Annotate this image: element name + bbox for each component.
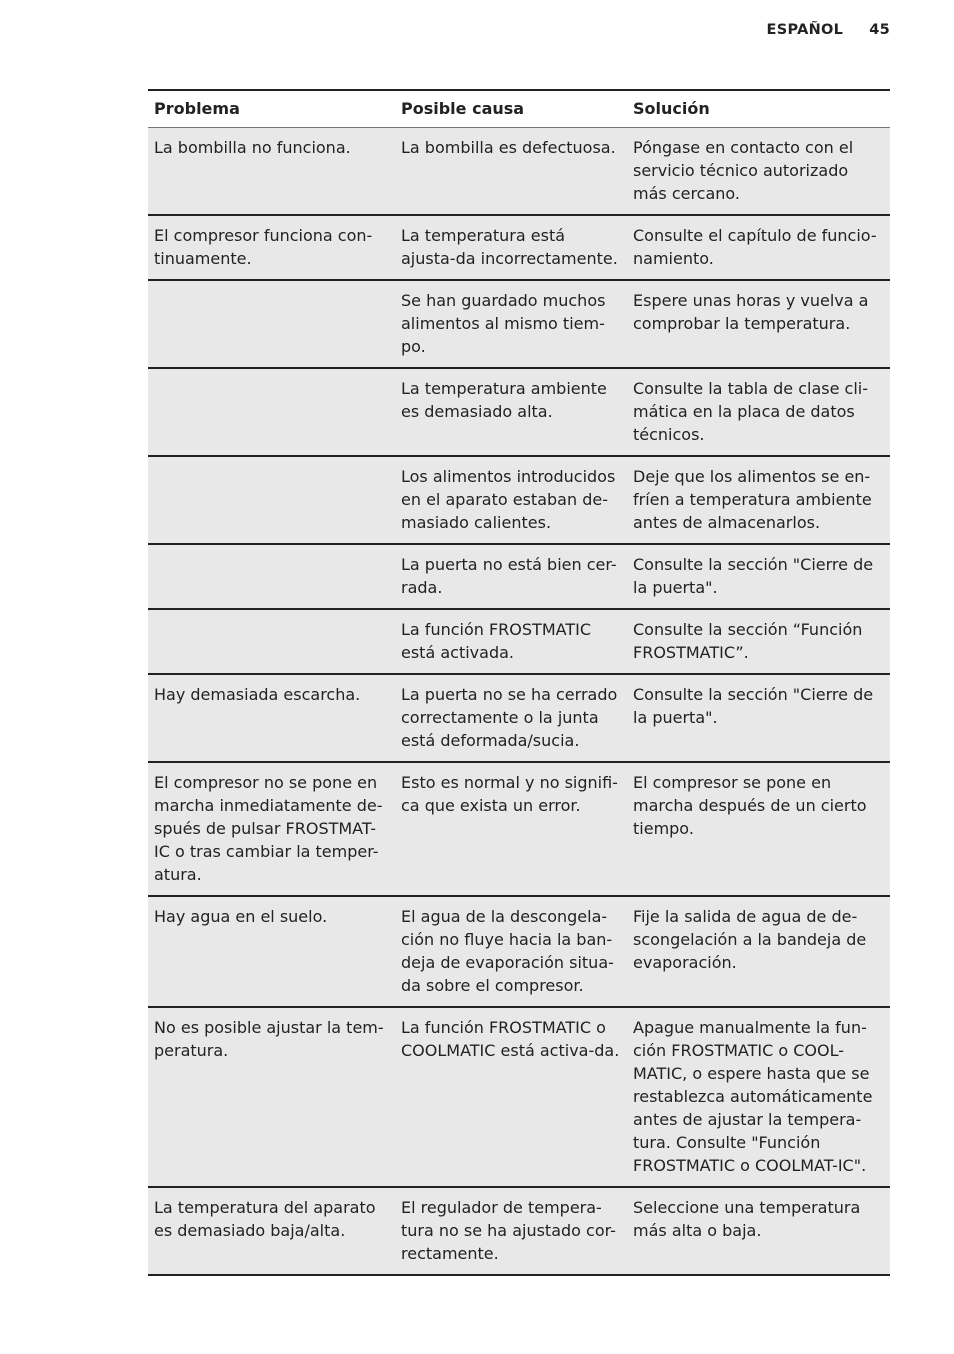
solution-cell: El compresor se pone en marcha después de un cierto tiempo. bbox=[627, 762, 890, 896]
problem-cell: La bombilla no funciona. bbox=[148, 128, 395, 216]
solution-cell: Espere unas horas y vuelva a comprobar la temperatura. bbox=[627, 280, 890, 368]
page-header bbox=[767, 22, 890, 38]
troubleshooting-table bbox=[148, 89, 890, 1276]
problem-cell: El compresor funciona con-tinuamente. bbox=[148, 215, 395, 280]
table-row bbox=[148, 609, 890, 674]
solution-cell: Consulte la sección "Cierre de la puerta". bbox=[627, 674, 890, 762]
table-header-row bbox=[148, 90, 890, 128]
cause-cell: El regulador de tempera-tura no se ha ajustado cor-rectamente. bbox=[395, 1187, 627, 1275]
cause-cell: La temperatura está ajusta-da incorrectamente. bbox=[395, 215, 627, 280]
language-label: ESPAÑOL bbox=[766, 22, 844, 38]
problem-cell: No es posible ajustar la tem-peratura. bbox=[148, 1007, 395, 1187]
problem-cell bbox=[148, 280, 395, 368]
problem-cell bbox=[148, 456, 395, 544]
cause-cell: Se han guardado muchos alimentos al mismo tiem-po. bbox=[395, 280, 627, 368]
table-row bbox=[148, 215, 890, 280]
cause-cell: Los alimentos introducidos en el aparato estaban de-masiado calientes. bbox=[395, 456, 627, 544]
table-row bbox=[148, 544, 890, 609]
cause-cell: La temperatura ambiente es demasiado alta. bbox=[395, 368, 627, 456]
table-row bbox=[148, 368, 890, 456]
column-header-solution: Solución bbox=[627, 90, 890, 128]
table-row bbox=[148, 1007, 890, 1187]
problem-cell bbox=[148, 544, 395, 609]
cause-cell: La función FROSTMATIC o COOLMATIC está activa-da. bbox=[395, 1007, 627, 1187]
page-number: 45 bbox=[869, 22, 890, 38]
table-row bbox=[148, 1187, 890, 1275]
cause-cell: La bombilla es defectuosa. bbox=[395, 128, 627, 216]
problem-cell bbox=[148, 368, 395, 456]
solution-cell: Consulte la sección “Función FROSTMATIC”. bbox=[627, 609, 890, 674]
table-row bbox=[148, 896, 890, 1007]
table-row bbox=[148, 762, 890, 896]
table-row bbox=[148, 280, 890, 368]
cause-cell: El agua de la descongela-ción no fluye hacia la ban-deja de evaporación situa-da sobre el compresor. bbox=[395, 896, 627, 1007]
solution-cell: Consulte la sección "Cierre de la puerta". bbox=[627, 544, 890, 609]
problem-cell: El compresor no se pone en marcha inmediatamente de-spués de pulsar FROSTMAT-IC o tras cambiar la temper-atura. bbox=[148, 762, 395, 896]
column-header-problem: Problema bbox=[148, 90, 395, 128]
troubleshooting-table-container bbox=[148, 89, 890, 1276]
solution-cell: Consulte el capítulo de funcio-namiento. bbox=[627, 215, 890, 280]
table-row bbox=[148, 674, 890, 762]
solution-cell: Póngase en contacto con el servicio técnico autorizado más cercano. bbox=[627, 128, 890, 216]
solution-cell: Seleccione una temperatura más alta o baja. bbox=[627, 1187, 890, 1275]
problem-cell bbox=[148, 609, 395, 674]
problem-cell: Hay demasiada escarcha. bbox=[148, 674, 395, 762]
solution-cell: Deje que los alimentos se en-fríen a temperatura ambiente antes de almacenarlos. bbox=[627, 456, 890, 544]
table-row bbox=[148, 456, 890, 544]
solution-cell: Fije la salida de agua de de-scongelación a la bandeja de evaporación. bbox=[627, 896, 890, 1007]
cause-cell: La función FROSTMATIC está activada. bbox=[395, 609, 627, 674]
cause-cell: Esto es normal y no signifi-ca que exista un error. bbox=[395, 762, 627, 896]
table-row bbox=[148, 128, 890, 216]
solution-cell: Apague manualmente la fun-ción FROSTMATIC o COOL-MATIC, o espere hasta que se restablezca automáticamente antes de ajustar la tempera-tura. Consulte "Función FROSTMATIC o COOLMAT-IC". bbox=[627, 1007, 890, 1187]
cause-cell: La puerta no se ha cerrado correctamente o la junta está deformada/sucia. bbox=[395, 674, 627, 762]
problem-cell: Hay agua en el suelo. bbox=[148, 896, 395, 1007]
problem-cell: La temperatura del aparato es demasiado baja/alta. bbox=[148, 1187, 395, 1275]
solution-cell: Consulte la tabla de clase cli-mática en la placa de datos técnicos. bbox=[627, 368, 890, 456]
column-header-cause: Posible causa bbox=[395, 90, 627, 128]
cause-cell: La puerta no está bien cer-rada. bbox=[395, 544, 627, 609]
